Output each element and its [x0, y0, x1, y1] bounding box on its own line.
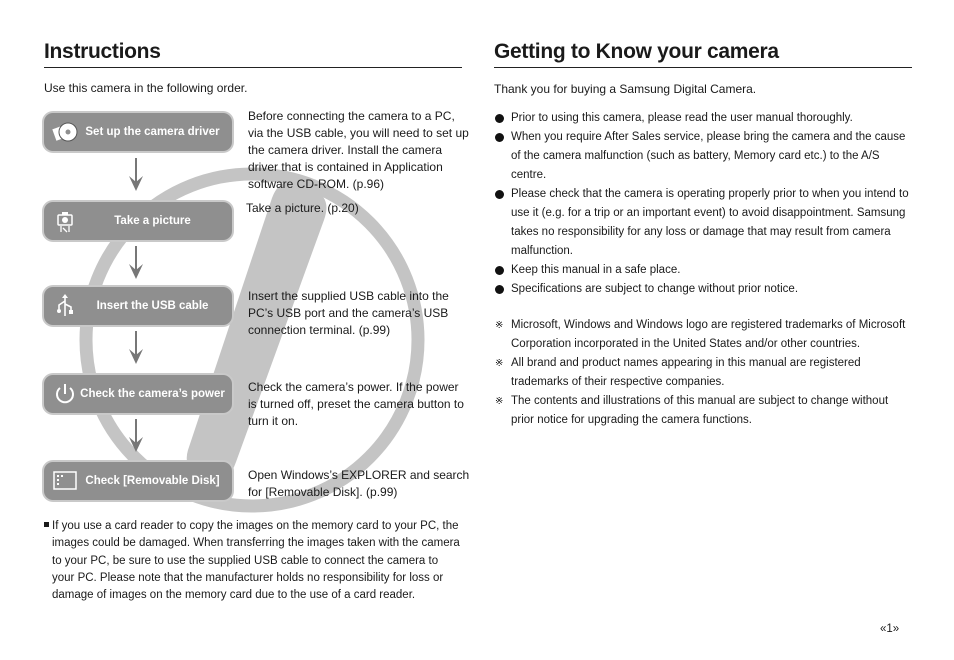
- step-label: Check [Removable Disk]: [85, 475, 220, 487]
- step-check-camera-power: [44, 375, 232, 413]
- cd-disc-icon: [51, 120, 79, 144]
- step-description: Insert the supplied USB cable into the PC’s USB port and the camera’s USB connection terminal. (p.99): [248, 289, 449, 337]
- getting-to-know-intro: Thank you for buying a Samsung Digital Camera.: [494, 82, 757, 96]
- down-arrow-icon: [129, 419, 143, 453]
- step-description: Take a picture. (p.20): [246, 201, 359, 215]
- camera-icon: [51, 209, 79, 233]
- bullet-icon: [495, 190, 504, 199]
- step-set-up-camera-driver: [44, 113, 232, 151]
- step-check-removable-disk: [44, 462, 232, 500]
- note-text: If you use a card reader to copy the images on the memory card to your PC, the images could be damaged. When transferring the images taken with the camera to your PC, be sure to use the supplied USB cable to connect the camera to your PC. Please note that the manufacturer holds no responsibility for loss or damage of images on the memory card due to the use of a card reader.: [52, 520, 460, 602]
- trademark-notes: [494, 316, 914, 430]
- instructions-intro: Use this camera in the following order.: [44, 81, 248, 95]
- list-item: ※ The contents and illustrations of this manual are subject to change without prior notice for upgrading the camera functions.: [494, 392, 914, 430]
- step-label: Take a picture: [114, 215, 191, 227]
- reference-mark-icon: ※: [495, 358, 504, 369]
- step-description: Before connecting the camera to a PC, via the USB cable, you will need to set up the camera driver. Install the camera driver that is contained in Application software CD-ROM. (p.96): [248, 109, 469, 191]
- page-number: «1»: [880, 623, 900, 635]
- step-label: Insert the USB cable: [96, 300, 209, 312]
- bullet-icon: [495, 266, 504, 275]
- list-item: Please check that the camera is operating properly prior to when you intend to use it (e.g. for a trip or an important event) to avoid disappointment. Samsung takes no responsibility for any loss or damage that may result from camera malfunction.: [494, 185, 914, 261]
- getting-to-know-title: Getting to Know your camera: [494, 40, 779, 63]
- card-reader-note: [44, 518, 462, 604]
- step-description: Open Windows’s EXPLORER and search for [Removable Disk]. (p.99): [248, 468, 470, 499]
- step-description: Check the camera’s power. If the power is turned off, preset the camera button to turn it on.: [248, 380, 464, 428]
- step-insert-usb-cable: [44, 287, 232, 325]
- bullet-icon: [495, 133, 504, 142]
- list-item: Prior to using this camera, please read the user manual thoroughly.: [494, 109, 914, 128]
- precaution-list: [494, 109, 914, 299]
- list-item: Keep this manual in a safe place.: [494, 261, 914, 280]
- down-arrow-icon: [129, 331, 143, 365]
- bullet-icon: [495, 114, 504, 123]
- instructions-title: Instructions: [44, 40, 161, 63]
- down-arrow-icon: [129, 246, 143, 280]
- step-label: Set up the camera driver: [85, 126, 220, 138]
- list-item: ※ Microsoft, Windows and Windows logo are registered trademarks of Microsoft Corporation incorporated in the United States and/or other countries.: [494, 316, 914, 354]
- list-item: ※ All brand and product names appearing in this manual are registered trademarks of their respective companies.: [494, 354, 914, 392]
- list-item: When you require After Sales service, please bring the camera and the cause of the camera malfunction (such as battery, Memory card etc.) to the A/S centre.: [494, 128, 914, 185]
- list-item: Specifications are subject to change without prior notice.: [494, 280, 914, 299]
- bullet-icon: [495, 285, 504, 294]
- reference-mark-icon: ※: [495, 396, 504, 407]
- removable-disk-icon: [51, 469, 79, 493]
- square-bullet-icon: [44, 522, 49, 527]
- title-divider: [494, 67, 912, 68]
- power-icon: [51, 382, 79, 406]
- step-label: Check the camera’s power: [80, 388, 225, 400]
- step-take-a-picture: [44, 202, 232, 240]
- usb-icon: [51, 294, 79, 318]
- reference-mark-icon: ※: [495, 320, 504, 331]
- down-arrow-icon: [129, 158, 143, 192]
